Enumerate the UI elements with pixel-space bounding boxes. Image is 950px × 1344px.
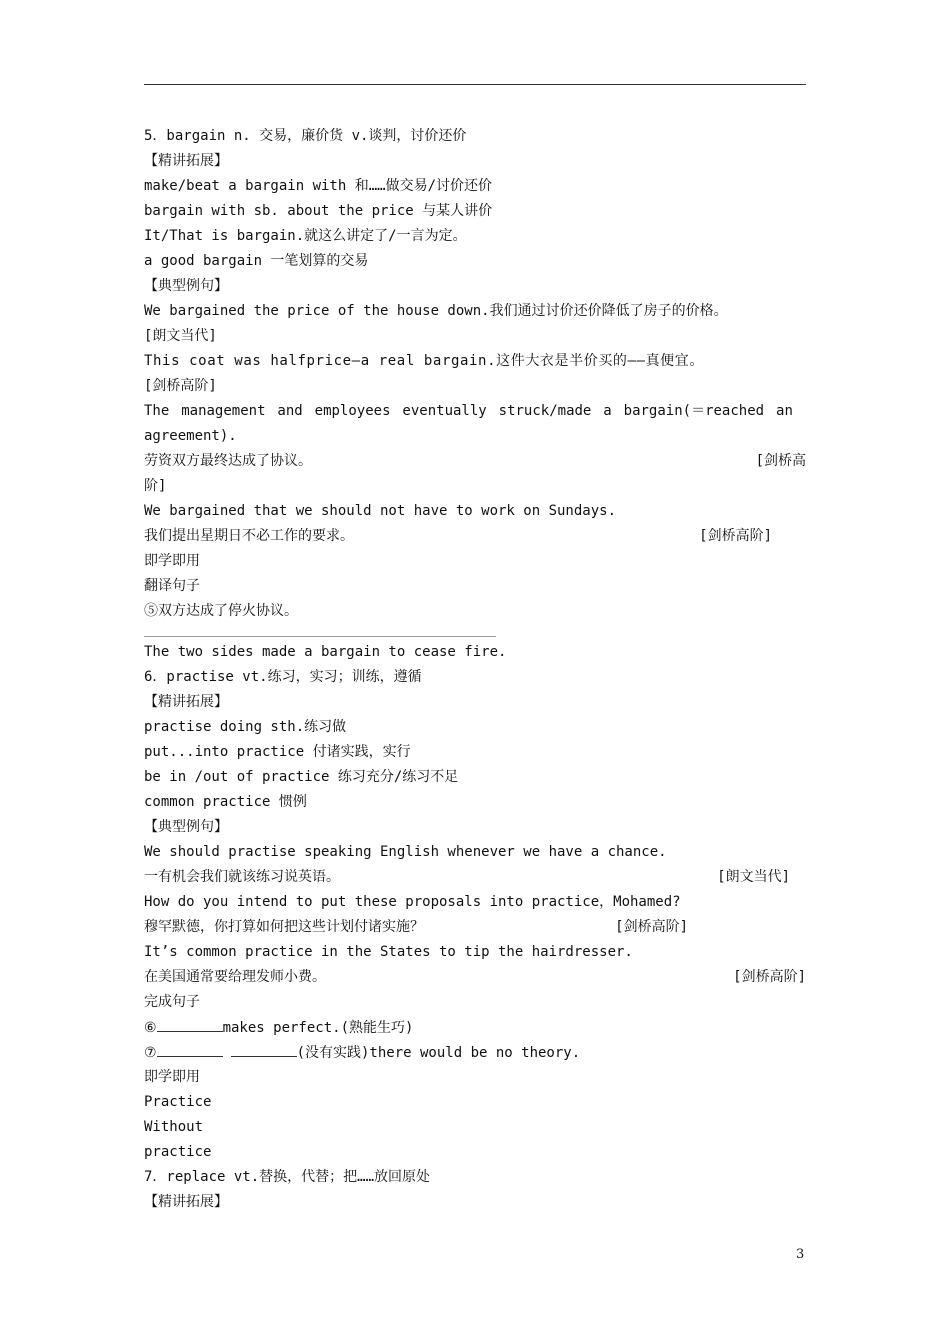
- practice-tag: 即学即用: [144, 1069, 200, 1085]
- exercise-answer: The two sides made a bargain to cease fire.: [144, 644, 507, 660]
- example-sentence: This coat was halfprice—a real bargain.这件大衣是半价买的——真便宜。: [144, 353, 704, 369]
- answer-line: [144, 624, 496, 637]
- extension-tag: 【精讲拓展】: [144, 1194, 228, 1210]
- extension-tag: 【精讲拓展】: [144, 153, 228, 169]
- practice-tag: 即学即用: [144, 553, 200, 569]
- extension-tag: 【精讲拓展】: [144, 694, 228, 710]
- fill-blank: [231, 1040, 297, 1057]
- question-number: ⑥: [144, 1020, 157, 1036]
- page-content: [144, 124, 806, 1215]
- example-translation-row: [144, 865, 790, 890]
- question-text: (没有实践)there would be no theory.: [296, 1045, 581, 1061]
- example-source: [朗文当代]: [144, 328, 217, 344]
- answer-item: Practice: [144, 1094, 212, 1110]
- example-sentence-cont: agreement).: [144, 428, 237, 444]
- entry-heading-replace: 7．replace vt.替换，代替；把……放回原处: [144, 1169, 431, 1185]
- example-source-cont: 阶]: [144, 478, 167, 494]
- exercise-question: ⑤双方达成了停火协议。: [144, 603, 298, 619]
- example-translation-row: [144, 524, 772, 549]
- example-translation: 我们提出星期日不必工作的要求。: [144, 528, 354, 544]
- example-sentence: The management and employees eventually struck/made a bargain(＝reached an: [144, 403, 793, 419]
- example-sentence: We bargained the price of the house down.我们通过讨价还价降低了房子的价格。: [144, 303, 728, 319]
- extension-item: be in /out of practice 练习充分/练习不足: [144, 769, 459, 785]
- page-number: 3: [796, 1247, 805, 1262]
- answer-item: practice: [144, 1144, 212, 1160]
- complete-tag: 完成句子: [144, 994, 200, 1010]
- example-translation-row: [144, 915, 688, 940]
- exercise-question: [144, 1015, 806, 1040]
- extension-item: common practice 惯例: [144, 794, 307, 810]
- example-tag: 【典型例句】: [144, 278, 228, 294]
- example-source: [剑桥高阶]: [144, 378, 217, 394]
- extension-item: It/That is bargain.就这么讲定了/一言为定。: [144, 228, 467, 244]
- answer-item: Without: [144, 1119, 204, 1135]
- example-sentence: We should practise speaking English whenever we have a chance.: [144, 844, 667, 860]
- extension-item: practise doing sth.练习做: [144, 719, 347, 735]
- example-source: [剑桥高: [755, 453, 806, 469]
- extension-item: make/beat a bargain with 和……做交易/讨价还价: [144, 178, 493, 194]
- entry-heading-bargain: 5．bargain n. 交易，廉价货 v.谈判，讨价还价: [144, 128, 467, 144]
- example-source: [朗文当代]: [717, 869, 790, 885]
- example-sentence: How do you intend to put these proposals into practice，Mohamed?: [144, 894, 681, 910]
- extension-item: a good bargain 一笔划算的交易: [144, 253, 369, 269]
- example-source: [剑桥高阶]: [733, 969, 806, 985]
- example-translation: 在美国通常要给理发师小费。: [144, 969, 326, 985]
- extension-item: bargain with sb. about the price 与某人讲价: [144, 203, 493, 219]
- entry-heading-practise: 6．practise vt.练习，实习；训练，遵循: [144, 669, 422, 685]
- example-sentence: We bargained that we should not have to work on Sundays.: [144, 503, 617, 519]
- exercise-question: [144, 1040, 806, 1065]
- extension-item: put...into practice 付诸实践，实行: [144, 744, 411, 760]
- fill-blank: [157, 1015, 223, 1032]
- question-number: ⑦: [144, 1045, 157, 1061]
- header-rule: [144, 84, 806, 85]
- example-translation: 穆罕默德，你打算如何把这些计划付诸实施？: [144, 919, 424, 935]
- translate-tag: 翻译句子: [144, 578, 200, 594]
- example-source: [剑桥高阶]: [615, 919, 688, 935]
- example-translation-row: [144, 449, 806, 474]
- fill-blank: [157, 1040, 223, 1057]
- example-sentence: It’s common practice in the States to tip the hairdresser.: [144, 944, 633, 960]
- example-translation: 一有机会我们就该练习说英语。: [144, 869, 340, 885]
- example-translation: 劳资双方最终达成了协议。: [144, 453, 312, 469]
- question-text: makes perfect.(熟能生巧): [222, 1020, 414, 1036]
- example-tag: 【典型例句】: [144, 819, 228, 835]
- example-source: [剑桥高阶]: [699, 528, 772, 544]
- example-translation-row: [144, 965, 806, 990]
